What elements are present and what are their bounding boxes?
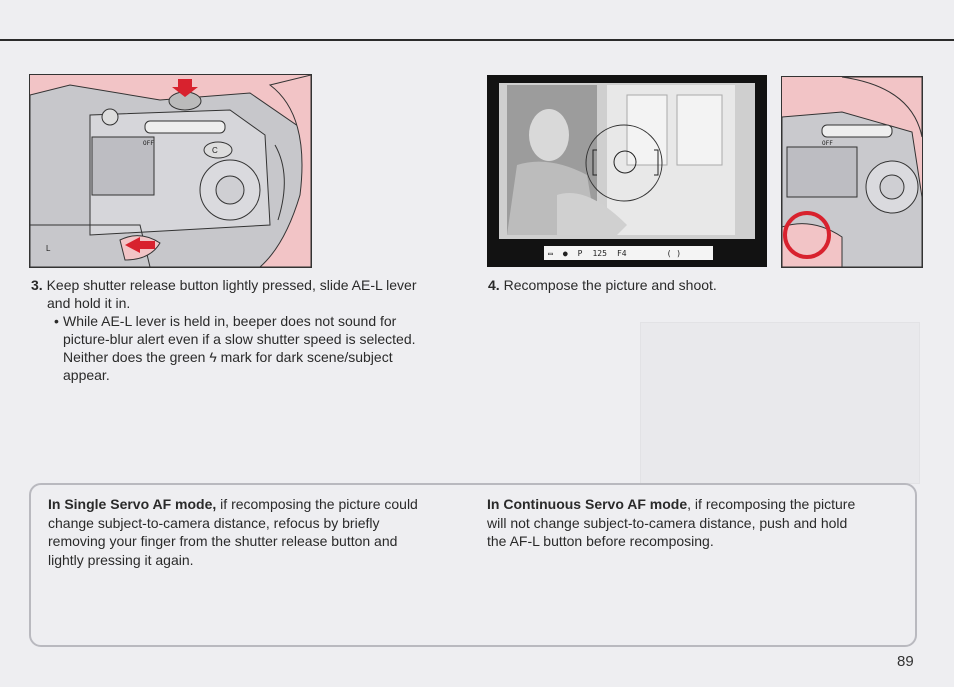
dial-label: C [212, 146, 218, 155]
lightning-bolt-icon: ϟ [209, 349, 217, 365]
aperture-value: F4 [616, 248, 627, 258]
camera-top-illustration [29, 74, 312, 268]
single-servo-note [48, 495, 468, 569]
single-servo-heading: In Single Servo AF mode, [48, 496, 217, 512]
continuous-servo-note [487, 495, 907, 551]
lock-label: L [46, 244, 51, 253]
single-servo-line-4: lightly pressing it again. [48, 551, 194, 568]
page-number: 89 [897, 653, 914, 670]
step-4-number: 4. [488, 277, 500, 293]
continuous-servo-line-3: the AF-L button before recomposing. [487, 533, 714, 549]
show-through-shadow [640, 322, 920, 484]
continuous-servo-line-2: will not change subject-to-camera distance, push and hold [487, 514, 848, 531]
camera-top-drawing [30, 75, 311, 267]
continuous-servo-heading: In Continuous Servo AF mode [487, 496, 688, 512]
step-3-note [47, 312, 461, 384]
step-3 [31, 276, 461, 384]
bracket-indicator: ( ) [666, 248, 682, 258]
camera-lever-illustration [781, 76, 923, 268]
viewfinder-illustration [487, 75, 767, 267]
viewfinder-readout [544, 246, 713, 260]
camera-lever-drawing [782, 77, 922, 267]
step-3-text: Keep shutter release button lightly pressed, slide AE-L lever [46, 277, 417, 293]
step-3-number: 3. [31, 277, 43, 293]
viewfinder-photo [487, 75, 767, 267]
note-line-3b: mark for dark scene/subject [216, 349, 393, 365]
shutter-speed: 125 [592, 248, 607, 258]
step-4-text: Recompose the picture and shoot. [503, 277, 717, 293]
note-line-4: appear. [63, 367, 110, 383]
focus-dot-icon: ● [562, 248, 568, 258]
step-3-text-cont: and hold it in. [47, 295, 131, 311]
note-line-3a: Neither does the green [63, 349, 210, 365]
exposure-mode: P [577, 248, 583, 258]
mode-label: OFF [143, 140, 154, 147]
bullet-icon: • [54, 313, 59, 329]
single-servo-line-3: removing your finger from the shutter release button and [48, 533, 398, 549]
continuous-servo-line-1: , if recomposing the picture [687, 496, 856, 512]
step-4 [488, 276, 908, 294]
single-servo-line-2: change subject-to-camera distance, refocus by briefly [48, 514, 380, 531]
battery-icon: ▭ [548, 248, 553, 258]
note-line-1: While AE-L lever is held in, beeper does not sound for [63, 313, 397, 329]
mode-label: OFF [822, 140, 833, 147]
single-servo-line-1: if recomposing the picture could [216, 496, 418, 512]
top-rule [0, 39, 954, 41]
note-line-2: picture-blur alert even if a slow shutter speed is selected. [63, 331, 416, 347]
